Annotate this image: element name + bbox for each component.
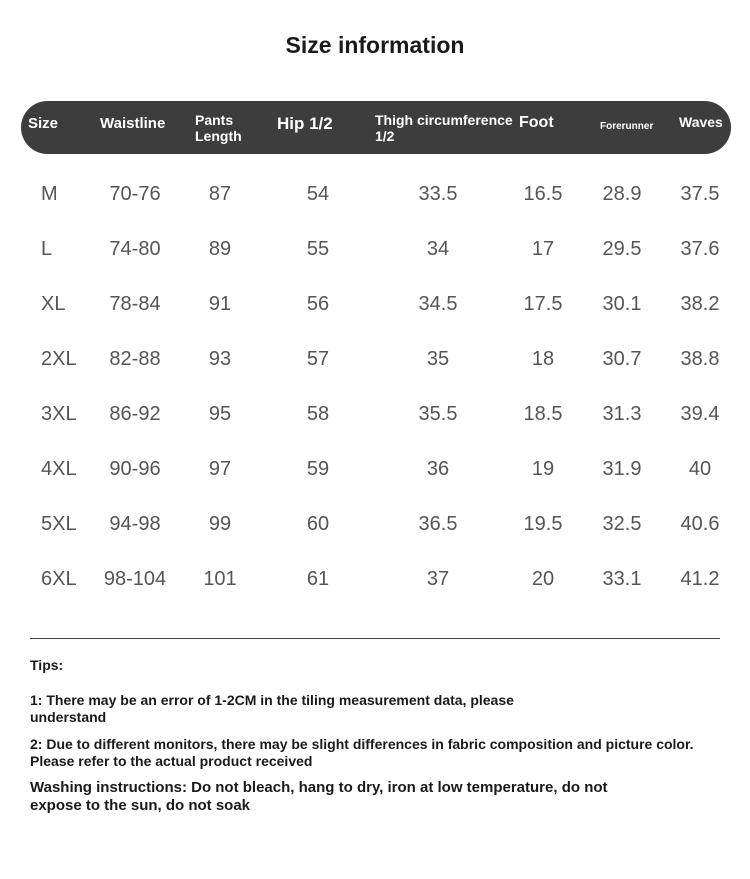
header-hip: Hip 1/2: [277, 114, 333, 133]
cell-size: 6XL: [41, 568, 77, 590]
cell-hip: 59: [306, 458, 330, 480]
cell-thigh: 37: [426, 568, 450, 590]
cell-forerunner: 31.3: [602, 403, 642, 425]
cell-forerunner: 29.5: [602, 238, 642, 260]
cell-foot: 16.5: [523, 183, 563, 205]
cell-forerunner: 32.5: [602, 513, 642, 535]
cell-pants-length: 91: [208, 293, 232, 315]
cell-forerunner: 28.9: [602, 183, 642, 205]
cell-hip: 61: [306, 568, 330, 590]
table-row: [0, 348, 750, 378]
tip-note-2: 2: Due to different monitors, there may be slight differences in fabric composition and picture color. Please refer to the actual product received: [30, 736, 694, 769]
cell-pants-length: 99: [208, 513, 232, 535]
cell-waves: 37.5: [680, 183, 720, 205]
cell-pants-length: 95: [208, 403, 232, 425]
cell-thigh: 34: [426, 238, 450, 260]
cell-forerunner: 30.7: [602, 348, 642, 370]
cell-thigh: 36.5: [418, 513, 458, 535]
cell-waistline: 90-96: [109, 458, 161, 480]
cell-waistline: 70-76: [109, 183, 161, 205]
cell-waistline: 82-88: [109, 348, 161, 370]
header-waistline: Waistline: [100, 115, 166, 132]
cell-foot: 17: [531, 238, 555, 260]
cell-foot: 18: [531, 348, 555, 370]
header-thigh: Thigh circumference 1/2: [375, 112, 513, 144]
table-row: [0, 568, 750, 598]
divider: [30, 638, 720, 639]
cell-foot: 18.5: [523, 403, 563, 425]
cell-thigh: 33.5: [418, 183, 458, 205]
cell-size: 3XL: [41, 403, 77, 425]
cell-waves: 40: [688, 458, 712, 480]
cell-waves: 40.6: [680, 513, 720, 535]
cell-waves: 38.2: [680, 293, 720, 315]
cell-forerunner: 30.1: [602, 293, 642, 315]
cell-waistline: 98-104: [103, 568, 167, 590]
cell-thigh: 35: [426, 348, 450, 370]
cell-forerunner: 31.9: [602, 458, 642, 480]
cell-pants-length: 97: [208, 458, 232, 480]
header-size: Size: [28, 115, 59, 132]
cell-foot: 19.5: [523, 513, 563, 535]
page-title: Size information: [285, 32, 465, 58]
cell-size: L: [41, 238, 53, 260]
cell-size: M: [41, 183, 58, 205]
table-row: [0, 293, 750, 323]
cell-foot: 19: [531, 458, 555, 480]
cell-pants-length: 89: [208, 238, 232, 260]
cell-waistline: 78-84: [109, 293, 161, 315]
cell-pants-length: 87: [208, 183, 232, 205]
table-header: [21, 101, 731, 154]
washing-instructions: Washing instructions: Do not bleach, hang to dry, iron at low temperature, do not expose to the sun, do not soak: [30, 779, 608, 814]
cell-size: XL: [41, 293, 66, 315]
cell-forerunner: 33.1: [602, 568, 642, 590]
header-foot: Foot: [519, 114, 554, 131]
cell-thigh: 36: [426, 458, 450, 480]
cell-hip: 56: [306, 293, 330, 315]
cell-thigh: 35.5: [418, 403, 458, 425]
table-row: [0, 458, 750, 488]
cell-foot: 20: [531, 568, 555, 590]
cell-waistline: 86-92: [109, 403, 161, 425]
table-row: [0, 403, 750, 433]
cell-thigh: 34.5: [418, 293, 458, 315]
cell-waves: 39.4: [680, 403, 720, 425]
cell-waves: 38.8: [680, 348, 720, 370]
table-row: [0, 238, 750, 268]
table-row: [0, 183, 750, 213]
cell-hip: 58: [306, 403, 330, 425]
cell-hip: 57: [306, 348, 330, 370]
header-pants-length: Pants Length: [195, 112, 242, 144]
cell-waistline: 74-80: [109, 238, 161, 260]
header-waves: Waves: [679, 114, 723, 130]
cell-size: 2XL: [41, 348, 77, 370]
cell-hip: 54: [306, 183, 330, 205]
tips-label: Tips:: [30, 657, 64, 673]
cell-size: 4XL: [41, 458, 77, 480]
cell-foot: 17.5: [523, 293, 563, 315]
cell-size: 5XL: [41, 513, 77, 535]
table-row: [0, 513, 750, 543]
cell-waves: 41.2: [680, 568, 720, 590]
header-forerunner: Forerunner: [600, 121, 654, 132]
cell-waistline: 94-98: [109, 513, 161, 535]
tip-note-1: 1: There may be an error of 1-2CM in the tiling measurement data, please understand: [30, 692, 514, 725]
cell-pants-length: 93: [208, 348, 232, 370]
cell-pants-length: 101: [203, 568, 237, 590]
cell-waves: 37.6: [680, 238, 720, 260]
cell-hip: 60: [306, 513, 330, 535]
cell-hip: 55: [306, 238, 330, 260]
